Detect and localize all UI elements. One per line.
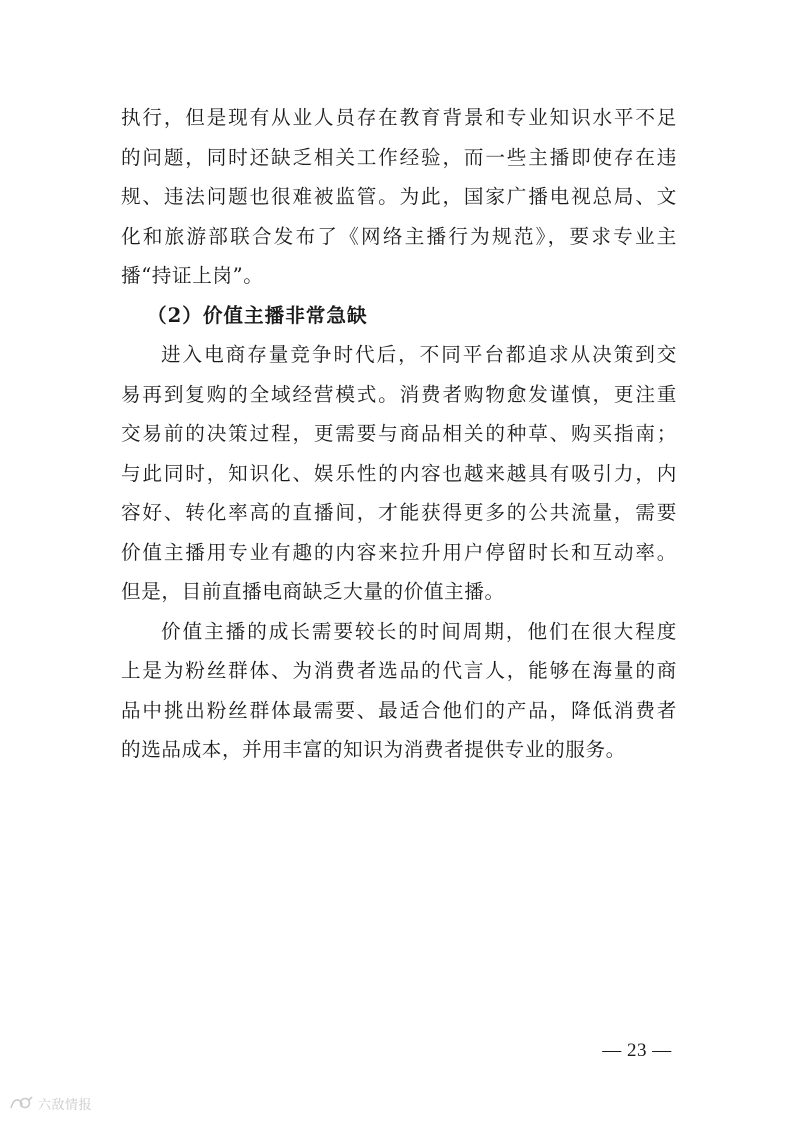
page-number: — 23 — <box>602 1040 672 1061</box>
section-heading: （2）价值主播非常急缺 <box>147 303 368 327</box>
text-line: 容好、转化率高的直播间，才能获得更多的公共流量，需要 <box>121 501 677 524</box>
text-line: 的选品成本，并用丰富的知识为消费者提供专业的服务。 <box>121 738 626 761</box>
text-line: 执行，但是现有从业人员存在教育背景和专业知识水平不足 <box>121 106 677 129</box>
text-line: 上是为粉丝群体、为消费者选品的代言人，能够在海量的商 <box>121 659 677 682</box>
paragraph-2 <box>121 335 677 612</box>
paragraph-3 <box>121 612 677 770</box>
text-line: 价值主播用专业有趣的内容来拉升用户停留时长和互动率。 <box>121 540 677 564</box>
watermark-text: 六敌情报 <box>38 1097 93 1113</box>
text-line: 但是，目前直播电商缺乏大量的价值主播。 <box>121 580 505 603</box>
watermark-logo-icon <box>8 1094 34 1112</box>
text-line: 交易前的决策过程，更需要与商品相关的种草、购买指南； <box>121 422 677 445</box>
text-line: 与此同时，知识化、娱乐性的内容也越来越具有吸引力，内 <box>121 461 677 485</box>
document-body <box>121 98 677 770</box>
text-line: 规、违法问题也很难被监管。为此，国家广播电视总局、文 <box>121 185 677 208</box>
text-line: 化和旅游部联合发布了《网络主播行为规范》，要求专业主 <box>121 224 677 248</box>
text-line: 的问题，同时还缺乏相关工作经验，而一些主播即使存在违 <box>121 145 677 169</box>
text-line: 品中挑出粉丝群体最需要、最适合他们的产品，降低消费者 <box>121 698 677 722</box>
text-line: 易再到复购的全域经营模式。消费者购物愈发谨慎，更注重 <box>121 382 677 406</box>
watermark <box>8 1092 92 1114</box>
paragraph-1 <box>121 98 677 296</box>
text-line: 价值主播的成长需要较长的时间周期，他们在很大程度 <box>161 619 677 643</box>
text-line: 进入电商存量竞争时代后，不同平台都追求从决策到交 <box>161 343 677 366</box>
text-line: 播“持证上岗”。 <box>121 264 264 287</box>
